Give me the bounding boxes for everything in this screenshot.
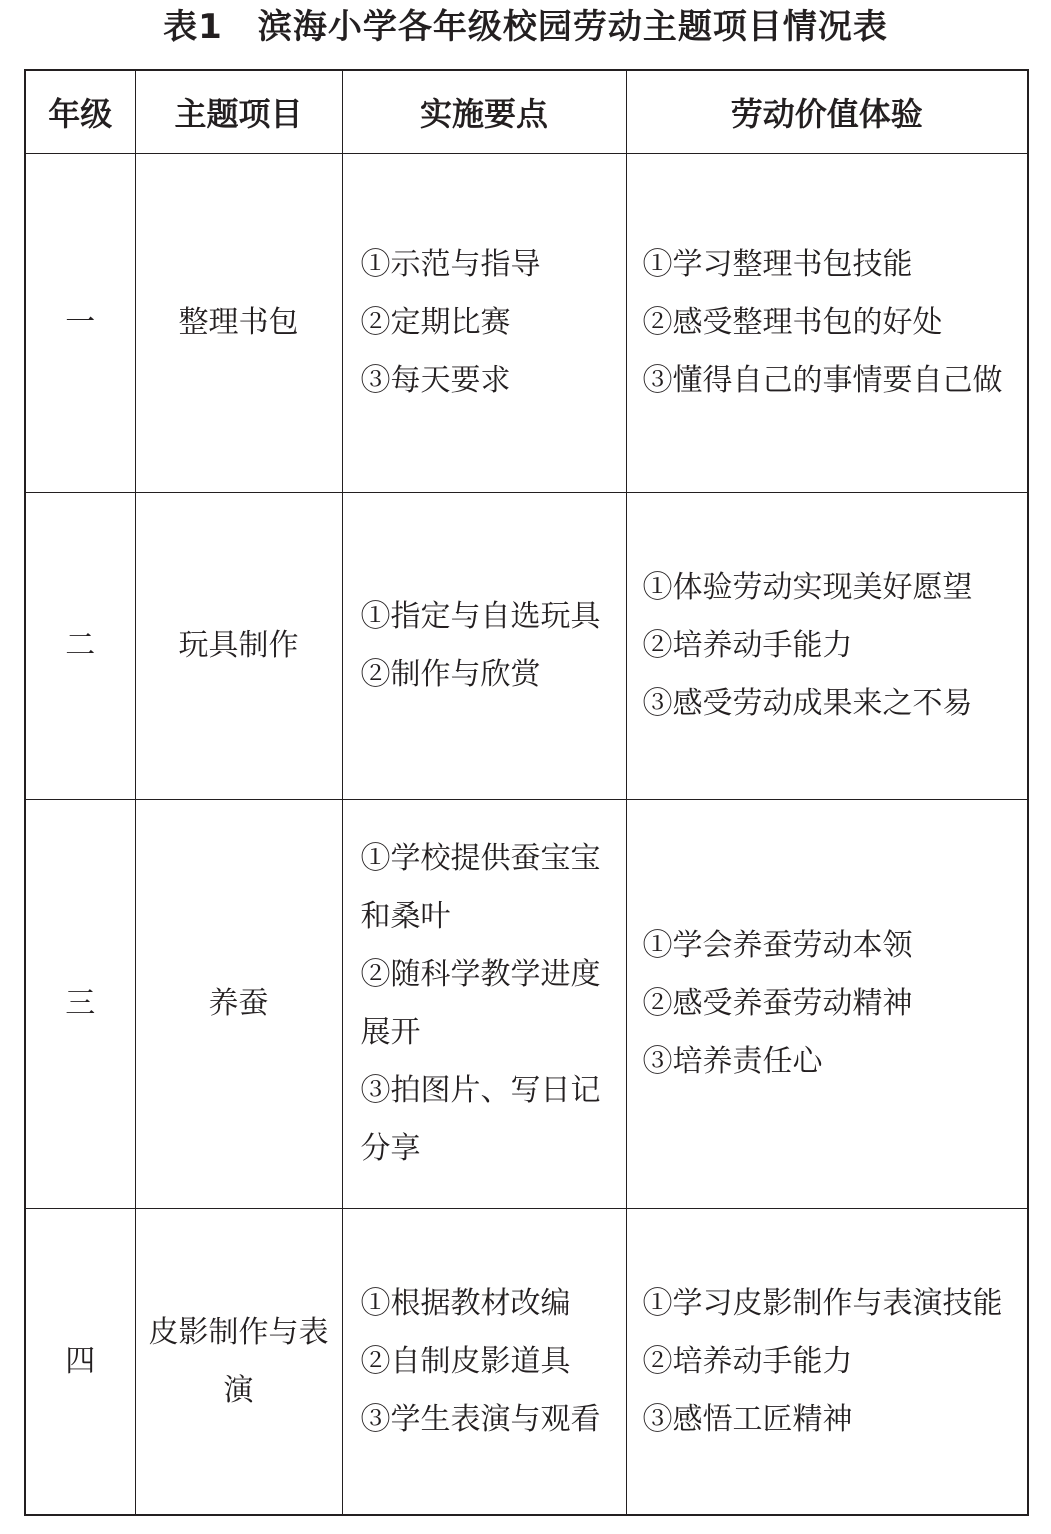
project-cell bbox=[135, 1209, 342, 1516]
value-item: ③懂得自己的事情要自己做 bbox=[642, 363, 1003, 398]
value-item: ②感受养蚕劳动精神 bbox=[642, 986, 913, 1021]
values-cell bbox=[626, 493, 1028, 800]
project-text: 养蚕 bbox=[208, 986, 269, 1021]
project-cell bbox=[135, 493, 342, 800]
project-text: 整理书包 bbox=[178, 305, 299, 340]
value-item: ②培养动手能力 bbox=[642, 1343, 853, 1379]
values-cell bbox=[626, 1209, 1028, 1516]
value-item: ③感受劳动成果来之不易 bbox=[642, 686, 973, 721]
header-values: 劳动价值体验 bbox=[626, 70, 1028, 154]
points-cell bbox=[342, 154, 626, 493]
header-project: 主题项目 bbox=[135, 70, 342, 154]
header-points: 实施要点 bbox=[342, 70, 626, 154]
header-row bbox=[25, 70, 1028, 154]
table-row bbox=[25, 493, 1028, 800]
value-item: ③培养责任心 bbox=[642, 1044, 823, 1079]
values-cell bbox=[626, 154, 1028, 493]
grade-cell: 一 bbox=[25, 154, 135, 493]
value-item: ①体验劳动实现美好愿望 bbox=[642, 570, 973, 605]
points-cell bbox=[342, 493, 626, 800]
point-item: ②制作与欣赏 bbox=[360, 657, 541, 692]
value-item: ③感悟工匠精神 bbox=[642, 1401, 853, 1437]
point-item: ②自制皮影道具 bbox=[360, 1343, 571, 1379]
point-item: ②定期比赛 bbox=[360, 305, 511, 340]
table-row bbox=[25, 800, 1028, 1209]
point-item: ①根据教材改编 bbox=[360, 1285, 571, 1321]
table-row bbox=[25, 1209, 1028, 1516]
point-item: ①示范与指导 bbox=[360, 247, 541, 282]
grade-cell: 三 bbox=[25, 800, 135, 1209]
labor-projects-table bbox=[24, 69, 1029, 1516]
point-item: ①指定与自选玩具 bbox=[360, 599, 601, 634]
header-grade: 年级 bbox=[25, 70, 135, 154]
points-cell bbox=[342, 800, 626, 1209]
project-cell bbox=[135, 154, 342, 493]
point-item: ③拍图片、写日记分享 bbox=[360, 1073, 601, 1166]
project-text: 皮影制作与表演 bbox=[148, 1314, 329, 1408]
project-cell bbox=[135, 800, 342, 1209]
table-row bbox=[25, 154, 1028, 493]
points-cell bbox=[342, 1209, 626, 1516]
grade-cell: 四 bbox=[25, 1209, 135, 1516]
value-item: ①学会养蚕劳动本领 bbox=[642, 928, 913, 963]
grade-cell: 二 bbox=[25, 493, 135, 800]
value-item: ①学习皮影制作与表演技能 bbox=[642, 1285, 1003, 1321]
value-item: ②感受整理书包的好处 bbox=[642, 305, 943, 340]
value-item: ①学习整理书包技能 bbox=[642, 247, 913, 282]
table-title: 表1 滨海小学各年级校园劳动主题项目情况表 bbox=[163, 7, 888, 47]
point-item: ③学生表演与观看 bbox=[360, 1401, 601, 1437]
point-item: ②随科学教学进度展开 bbox=[360, 957, 601, 1050]
point-item: ③每天要求 bbox=[360, 363, 511, 398]
project-text: 玩具制作 bbox=[178, 628, 299, 663]
point-item: ①学校提供蚕宝宝和桑叶 bbox=[360, 841, 601, 934]
value-item: ②培养动手能力 bbox=[642, 628, 853, 663]
values-cell bbox=[626, 800, 1028, 1209]
